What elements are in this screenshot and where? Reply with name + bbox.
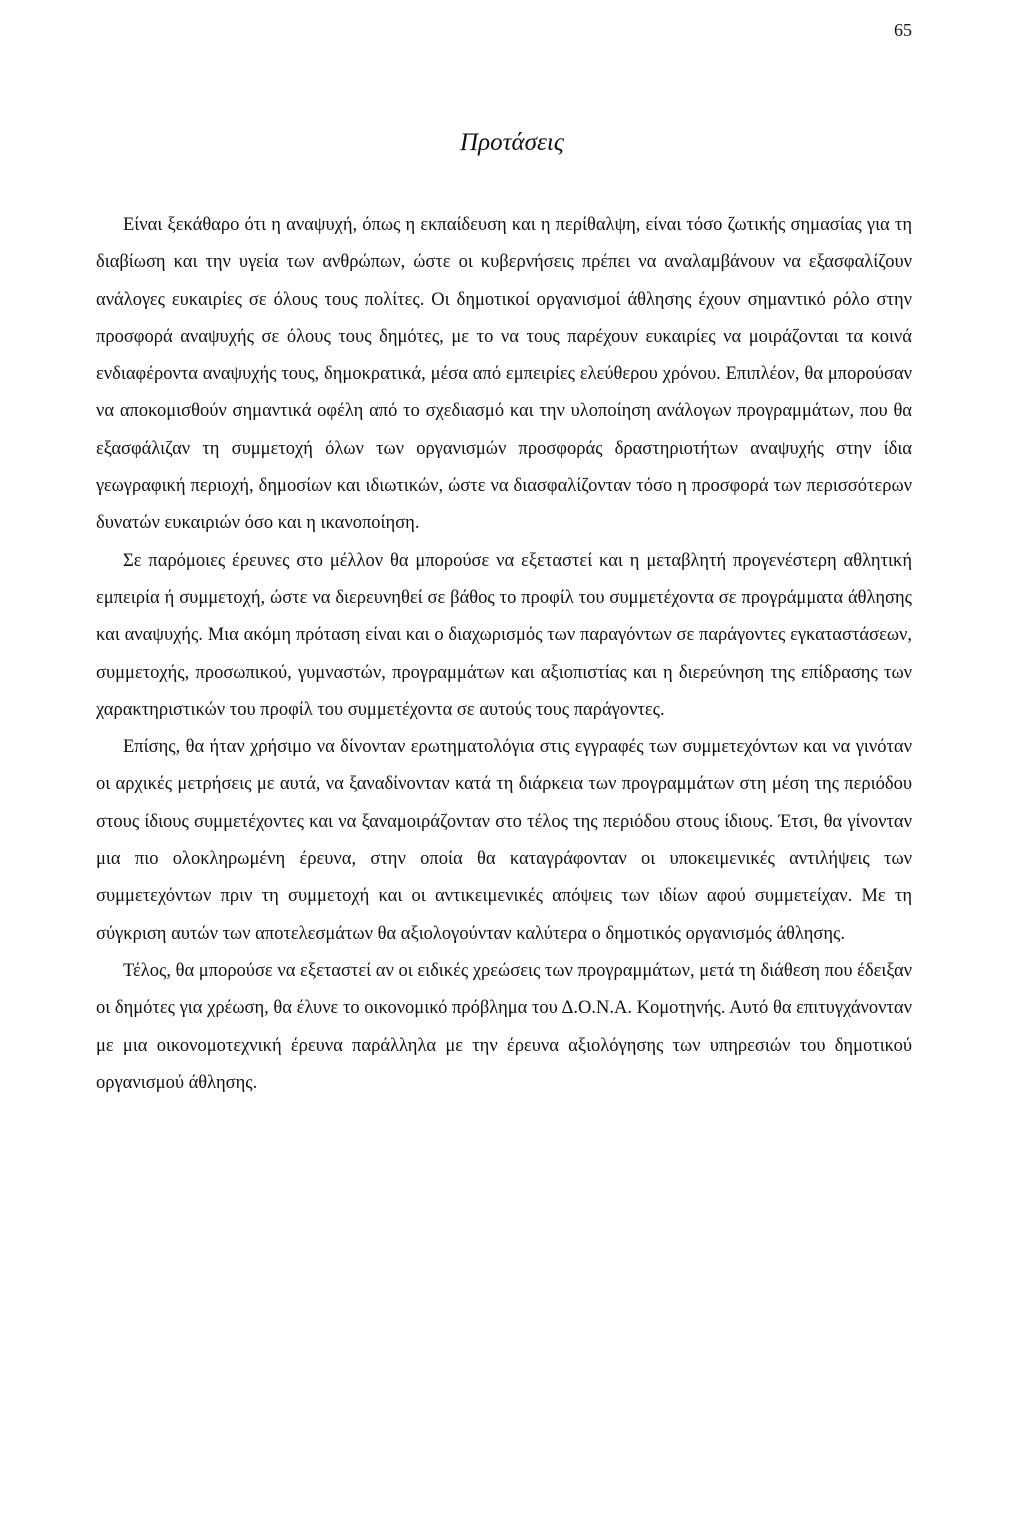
paragraph-4: Τέλος, θα μπορούσε να εξεταστεί αν οι ειδικές χρεώσεις των προγραμμάτων, μετά τη διάθεση που έδειξαν οι δημότες για χρέωση, θα έλυνε το οικονομικό πρόβλημα του Δ.Ο.Ν.Α. Κομοτηνής. Αυτό θα επιτυγχάνονταν με μια οικονομοτεχνική έρευνα παράλληλα με την έρευνα αξιολόγησης των υπηρεσιών του δημοτικού οργανισμού άθλησης. [96,960,912,1093]
paragraph-1: Είναι ξεκάθαρο ότι η αναψυχή, όπως η εκπαίδευση και η περίθαλψη, είναι τόσο ζωτικής σημασίας για τη διαβίωση και την υγεία των ανθρώπων, ώστε οι κυβερνήσεις πρέπει να αναλαμβάνουν να εξασφαλίζουν ανάλογες ευκαιρίες σε όλους τους πολίτες. Οι δημοτικοί οργανισμοί άθλησης έχουν σημαντικό ρόλο στην προσφορά αναψυχής σε όλους τους δημότες, με το να τους παρέχουν ευκαιρίες να μοιράζονται τα κοινά ενδιαφέροντα αναψυχής τους, δημοκρατικά, μέσα από εμπειρίες ελεύθερου χρόνου. Επιπλέον, θα μπορούσαν να αποκομισθούν σημαντικά οφέλη από το σχεδιασμό και την υλοποίηση ανάλογων προγραμμάτων, που θα εξασφάλιζαν τη συμμετοχή όλων των οργανισμών προσφοράς δραστηριοτήτων αναψυχής στην ίδια γεωγραφική περιοχή, δημοσίων και ιδιωτικών, ώστε να διασφαλίζονταν τόσο η προσφορά των περισσότερων δυνατών ευκαιριών όσο και η ικανοποίηση. [96,215,912,534]
body-text [96,207,912,1102]
paragraph-2: Σε παρόμοιες έρευνες στο μέλλον θα μπορούσε να εξεταστεί και η μεταβλητή προγενέστερη αθλητική εμπειρία ή συμμετοχή, ώστε να διερευνηθεί σε βάθος το προφίλ του συμμετέχοντα σε προγράμματα άθλησης και αναψυχής. Μια ακόμη πρόταση είναι και ο διαχωρισμός των παραγόντων σε παράγοντες εγκαταστάσεων, συμμετοχής, προσωπικού, γυμναστών, προγραμμάτων και αξιοπιστίας και η διερεύνηση της επίδρασης των χαρακτηριστικών του προφίλ του συμμετέχοντα σε αυτούς τους παράγοντες. [96,550,912,720]
section-title: Προτάσεις [460,129,564,156]
page-number: 65 [894,20,912,40]
paragraph-3: Επίσης, θα ήταν χρήσιμο να δίνονταν ερωτηματολόγια στις εγγραφές των συμμετεχόντων και να γινόταν οι αρχικές μετρήσεις με αυτά, να ξαναδίνονταν κατά τη διάρκεια των προγραμμάτων στη μέση της περιόδου στους ίδιους συμμετέχοντες και να ξαναμοιράζονταν στο τέλος της περιόδου στους ίδιους. Έτσι, θα γίνονταν μια πιο ολοκληρωμένη έρευνα, στην οποία θα καταγράφονταν οι υποκειμενικές αντιλήψεις των συμμετεχόντων πριν τη συμμετοχή και οι αντικειμενικές απόψεις των ιδίων αφού συμμετείχαν. Με τη σύγκριση αυτών των αποτελεσμάτων θα αξιολογούνταν καλύτερα ο δημοτικός οργανισμός άθλησης. [96,737,912,944]
